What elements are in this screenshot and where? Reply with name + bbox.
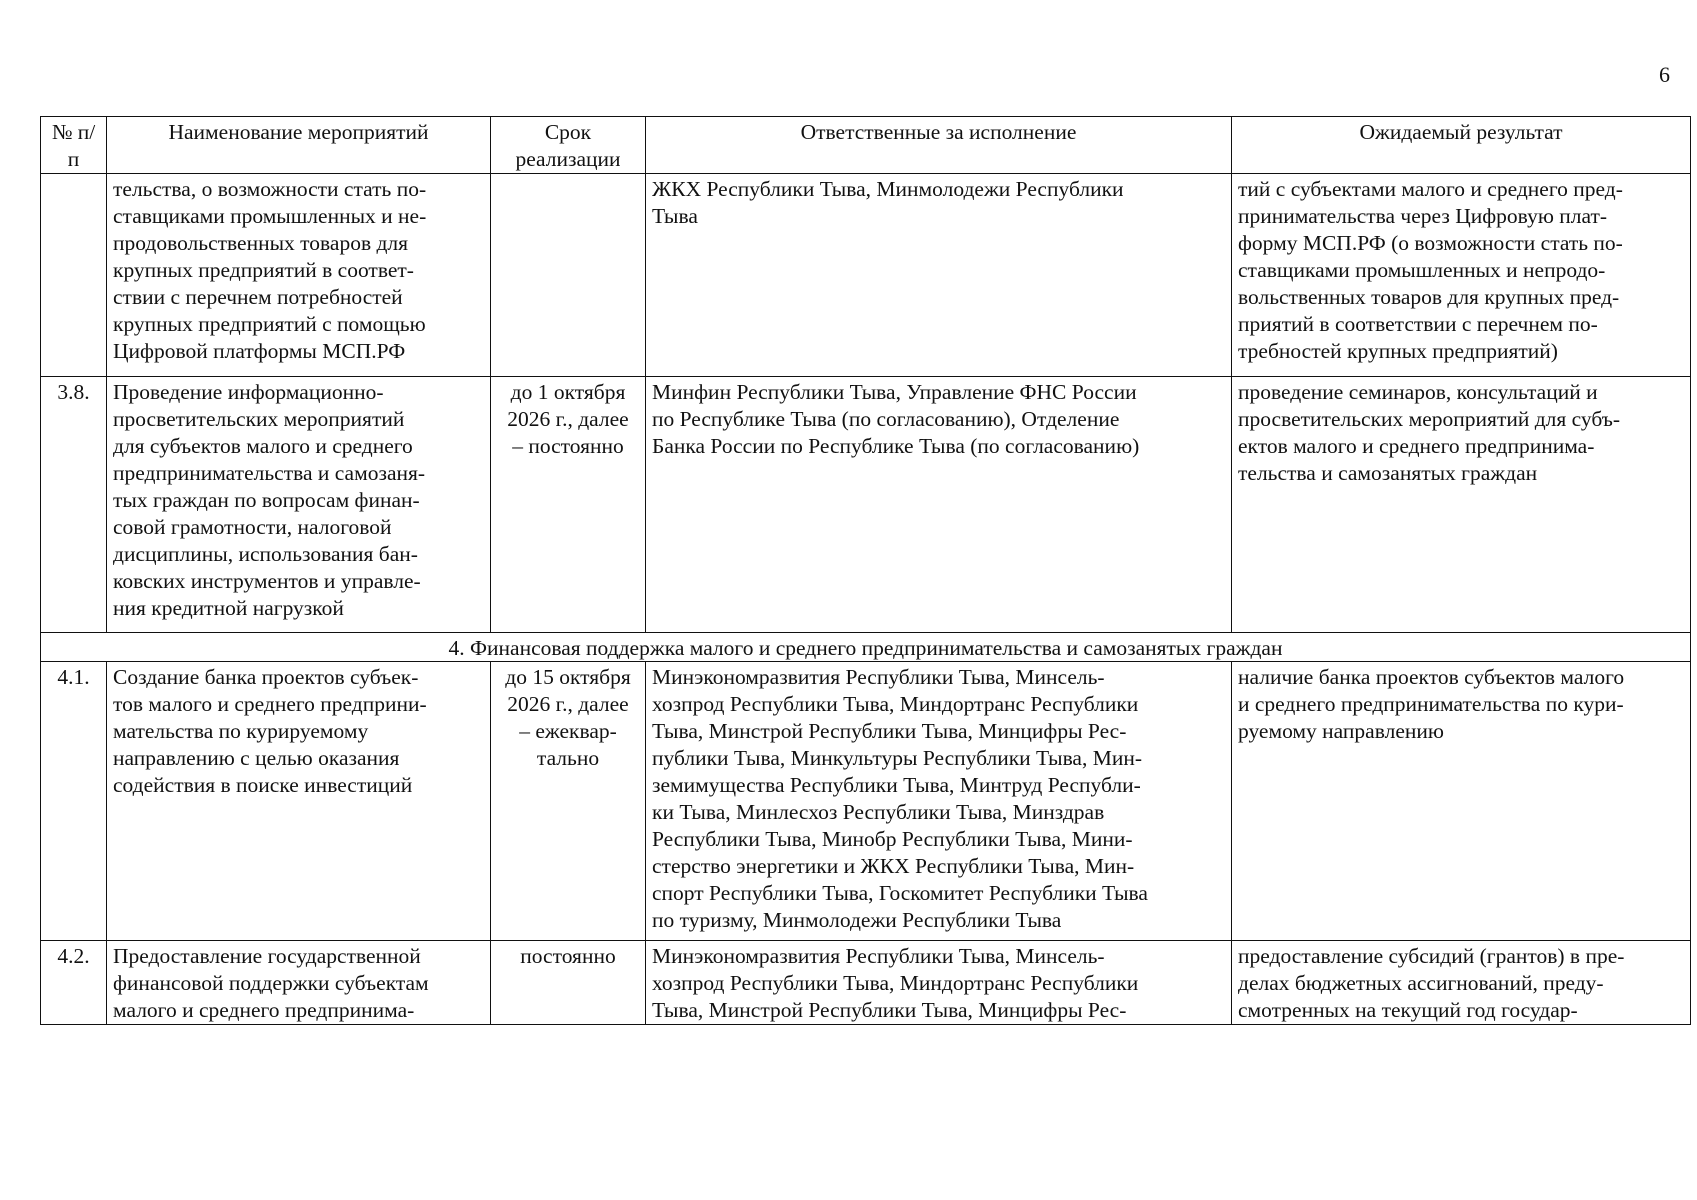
cell-name-line: содействия в поиске инвестиций xyxy=(113,773,413,797)
header-responsible: Ответственные за исполнение xyxy=(646,117,1232,174)
cell-term-line: до 15 октября xyxy=(505,665,631,689)
cell-responsible-line: земимущества Республики Тыва, Минтруд Республи- xyxy=(652,773,1141,797)
cell-term xyxy=(491,941,646,1025)
cell-name-line: тых граждан по вопросам финан- xyxy=(113,488,420,512)
cell-name-line: ставщиками промышленных и не- xyxy=(113,204,427,228)
cell-responsible-line: Банка России по Республике Тыва (по согласованию) xyxy=(652,434,1140,458)
cell-responsible-line: Республики Тыва, Минобр Республики Тыва, Мини- xyxy=(652,827,1133,851)
cell-term xyxy=(491,174,646,377)
table-row xyxy=(41,174,1691,377)
cell-name-line: тельства, о возможности стать по- xyxy=(113,177,427,201)
cell-responsible-line: Тыва, Минстрой Республики Тыва, Минцифры Рес- xyxy=(652,719,1127,743)
cell-term-line: 2026 г., далее xyxy=(507,692,629,716)
cell-name xyxy=(107,174,491,377)
table-row xyxy=(41,662,1691,941)
cell-term-line: постоянно xyxy=(520,944,616,968)
table-header-row xyxy=(41,117,1691,174)
cell-name-line: Проведение информационно- xyxy=(113,380,384,404)
section-heading-row xyxy=(41,633,1691,662)
table-body-section-3 xyxy=(41,174,1691,633)
cell-name-line: для субъектов малого и среднего xyxy=(113,434,413,458)
cell-name-line: Создание банка проектов субъек- xyxy=(113,665,419,689)
action-plan-table xyxy=(40,116,1691,1025)
cell-responsible-line: спорт Республики Тыва, Госкомитет Республики Тыва xyxy=(652,881,1148,905)
cell-result-line: предоставление субсидий (грантов) в пре- xyxy=(1238,944,1625,968)
cell-num xyxy=(41,174,107,377)
cell-responsible xyxy=(646,941,1232,1025)
cell-responsible-line: Тыва xyxy=(652,204,698,228)
cell-name-line: направлению с целью оказания xyxy=(113,746,400,770)
cell-result-line: требностей крупных предприятий) xyxy=(1238,339,1558,363)
section-heading-4: 4. Финансовая поддержка малого и среднего предпринимательства и самозанятых граждан xyxy=(41,633,1691,662)
cell-result-line: вольственных товаров для крупных пред- xyxy=(1238,285,1620,309)
cell-result-line: приятий в соответствии с перечнем по- xyxy=(1238,312,1598,336)
cell-name-line: Цифровой платформы МСП.РФ xyxy=(113,339,406,363)
cell-term xyxy=(491,662,646,941)
cell-responsible-line: стерство энергетики и ЖКХ Республики Тыва, Мин- xyxy=(652,854,1135,878)
cell-result-line: ектов малого и среднего предпринима- xyxy=(1238,434,1595,458)
header-result: Ожидаемый результат xyxy=(1232,117,1691,174)
cell-result-line: форму МСП.РФ (о возможности стать по- xyxy=(1238,231,1623,255)
header-name: Наименование мероприятий xyxy=(107,117,491,174)
cell-name xyxy=(107,941,491,1025)
cell-term xyxy=(491,377,646,633)
cell-responsible-line: Тыва, Минстрой Республики Тыва, Минцифры Рес- xyxy=(652,998,1127,1022)
cell-name-line: финансовой поддержки субъектам xyxy=(113,971,429,995)
cell-name xyxy=(107,662,491,941)
cell-name-line: мательства по курируемому xyxy=(113,719,369,743)
cell-term-line: до 1 октября xyxy=(510,380,626,404)
cell-name-line: малого и среднего предпринима- xyxy=(113,998,415,1022)
cell-name-line: совой грамотности, налоговой xyxy=(113,515,392,539)
cell-name-line: крупных предприятий в соответ- xyxy=(113,258,414,282)
header-term: Срок реализации xyxy=(491,117,646,174)
cell-responsible-line: по Республике Тыва (по согласованию), Отделение xyxy=(652,407,1120,431)
cell-responsible-line: Минфин Республики Тыва, Управление ФНС России xyxy=(652,380,1137,404)
cell-name-line: дисциплины, использования бан- xyxy=(113,542,418,566)
cell-result-line: проведение семинаров, консультаций и xyxy=(1238,380,1598,404)
cell-name-line: ния кредитной нагрузкой xyxy=(113,596,344,620)
cell-result-line: тий с субъектами малого и среднего пред- xyxy=(1238,177,1623,201)
cell-responsible-line: по туризму, Минмолодежи Республики Тыва xyxy=(652,908,1062,932)
cell-num: 4.2. xyxy=(41,941,107,1025)
cell-result-line: наличие банка проектов субъектов малого xyxy=(1238,665,1625,689)
cell-responsible-line: хозпрод Республики Тыва, Миндортранс Республики xyxy=(652,692,1139,716)
cell-responsible xyxy=(646,662,1232,941)
cell-num: 4.1. xyxy=(41,662,107,941)
cell-name-line: ствии с перечнем потребностей xyxy=(113,285,403,309)
cell-term-line: – ежеквар- xyxy=(519,719,617,743)
cell-responsible-line: ЖКХ Республики Тыва, Минмолодежи Республики xyxy=(652,177,1124,201)
cell-responsible-line: хозпрод Республики Тыва, Миндортранс Республики xyxy=(652,971,1139,995)
cell-responsible-line: ки Тыва, Минлесхоз Республики Тыва, Минздрав xyxy=(652,800,1105,824)
cell-name-line: тов малого и среднего предприни- xyxy=(113,692,427,716)
header-num: № п/п xyxy=(41,117,107,174)
cell-result-line: ставщиками промышленных и непродо- xyxy=(1238,258,1606,282)
cell-name-line: Предоставление государственной xyxy=(113,944,421,968)
cell-name-line: предпринимательства и самозаня- xyxy=(113,461,426,485)
cell-result-line: смотренных на текущий год государ- xyxy=(1238,998,1578,1022)
cell-name-line: просветительских мероприятий xyxy=(113,407,405,431)
cell-name-line: продовольственных товаров для xyxy=(113,231,409,255)
cell-result xyxy=(1232,662,1691,941)
cell-result-line: и среднего предпринимательства по кури- xyxy=(1238,692,1624,716)
cell-name xyxy=(107,377,491,633)
table-row xyxy=(41,941,1691,1025)
cell-num: 3.8. xyxy=(41,377,107,633)
table-body-section-4 xyxy=(41,662,1691,1025)
cell-result-line: делах бюджетных ассигнований, преду- xyxy=(1238,971,1604,995)
cell-result-line: просветительских мероприятий для субъ- xyxy=(1238,407,1621,431)
cell-responsible-line: публики Тыва, Минкультуры Республики Тыва, Мин- xyxy=(652,746,1143,770)
page-number: 6 xyxy=(1659,62,1670,87)
cell-responsible-line: Минэкономразвития Республики Тыва, Минсель- xyxy=(652,944,1105,968)
table-row xyxy=(41,377,1691,633)
cell-result xyxy=(1232,377,1691,633)
cell-result xyxy=(1232,174,1691,377)
cell-responsible xyxy=(646,377,1232,633)
cell-name-line: крупных предприятий с помощью xyxy=(113,312,426,336)
cell-responsible xyxy=(646,174,1232,377)
cell-name-line: ковских инструментов и управле- xyxy=(113,569,421,593)
cell-term-line: 2026 г., далее xyxy=(507,407,629,431)
cell-result-line: принимательства через Цифровую плат- xyxy=(1238,204,1608,228)
cell-responsible-line: Минэкономразвития Республики Тыва, Минсель- xyxy=(652,665,1105,689)
cell-result-line: тельства и самозанятых граждан xyxy=(1238,461,1538,485)
cell-term-line: тально xyxy=(536,746,600,770)
cell-result-line: руемому направлению xyxy=(1238,719,1444,743)
cell-term-line: – постоянно xyxy=(512,434,624,458)
cell-result xyxy=(1232,941,1691,1025)
